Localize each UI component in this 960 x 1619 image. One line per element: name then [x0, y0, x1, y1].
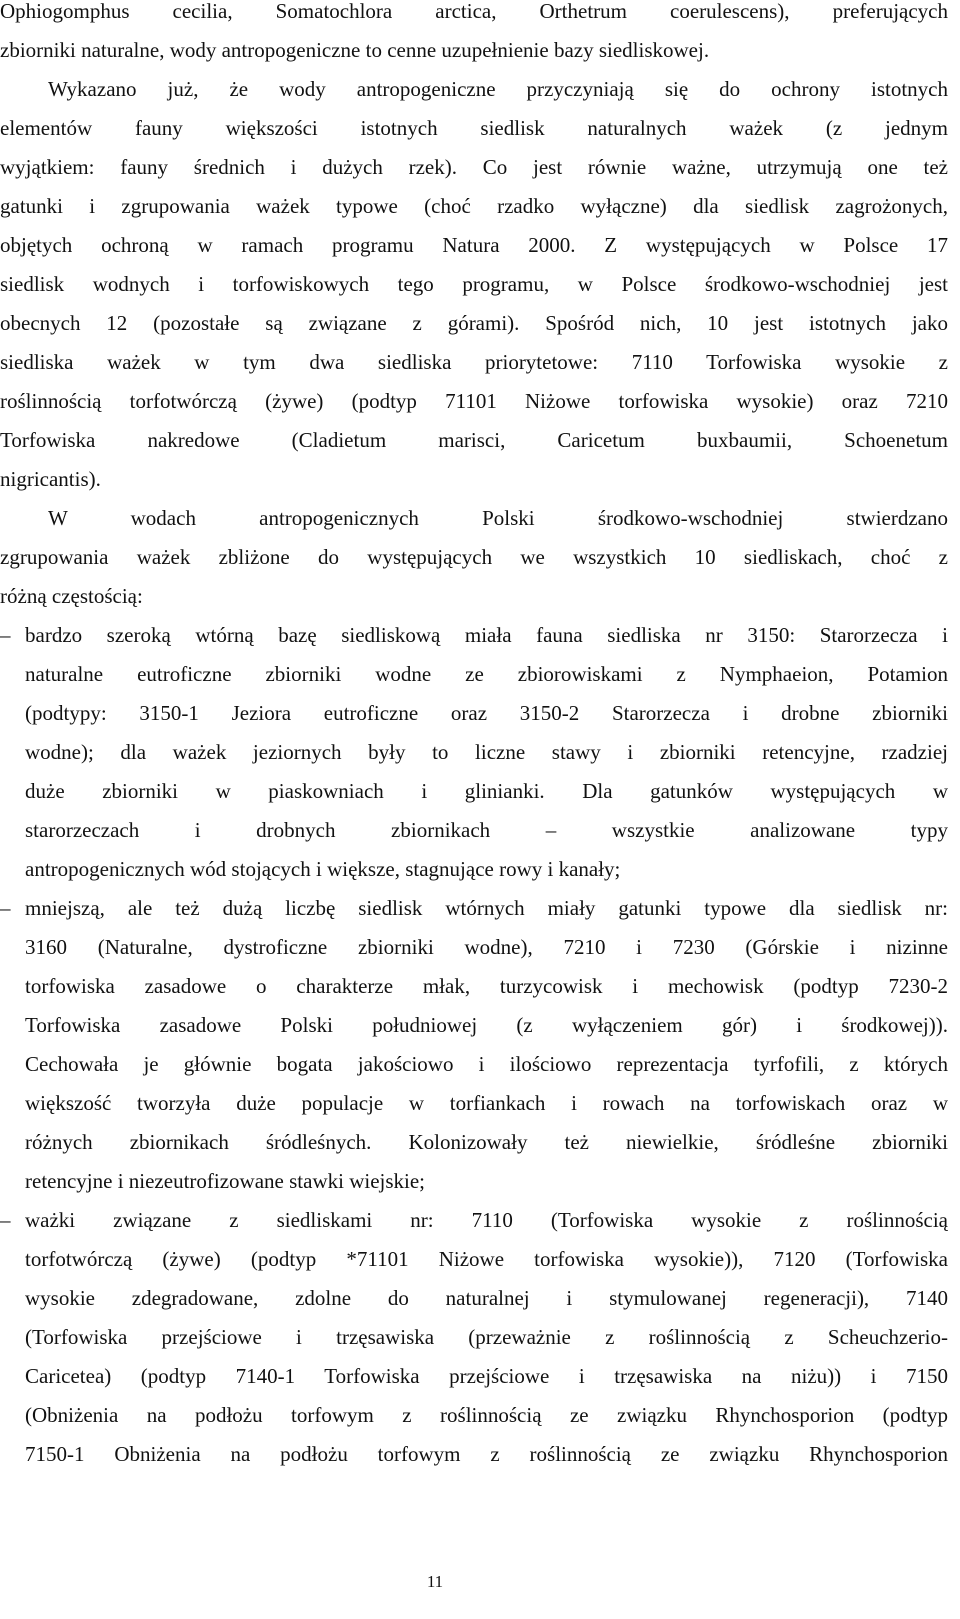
list-item-line: różnych zbiornikach śródleśnych. Kolonizowały też niewielkie, śródleśne zbiorniki	[25, 1130, 948, 1154]
body-text-line: zgrupowania ważek zbliżone do występujących we wszystkich 10 siedliskach, choć z	[0, 545, 948, 569]
list-item-line: (Torfowiska przejściowe i trzęsawiska (przeważnie z roślinnością z Scheuchzerio-	[25, 1325, 948, 1349]
body-text-line: różną częstością:	[0, 584, 143, 608]
body-text-line: siedlisk wodnych i torfowiskowych tego programu, w Polsce środkowo-wschodniej jest	[0, 272, 948, 296]
body-text-line: wyjątkiem: fauny średnich i dużych rzek). Co jest równie ważne, utrzymują one też	[0, 155, 948, 179]
list-item-line: (podtypy: 3150-1 Jeziora eutroficzne oraz 3150-2 Starorzecza i drobne zbiorniki	[25, 701, 948, 725]
list-item-line: wysokie zdegradowane, zdolne do naturalnej i stymulowanej regeneracji), 7140	[25, 1286, 948, 1310]
list-item-line: duże zbiorniki w piaskowniach i glinianki. Dla gatunków występujących w	[25, 779, 948, 803]
body-text-line: gatunki i zgrupowania ważek typowe (choć rzadko wyłączne) dla siedlisk zagrożonych,	[0, 194, 948, 218]
list-item-line: 7150-1 Obniżenia na podłożu torfowym z roślinnością ze związku Rhynchosporion	[25, 1442, 948, 1466]
body-text-line: zbiorniki naturalne, wody antropogeniczne to cenne uzupełnienie bazy siedliskowej.	[0, 38, 710, 62]
body-text-line: objętych ochroną w ramach programu Natura 2000. Z występujących w Polsce 17	[0, 233, 948, 257]
list-item-line: wodne); dla ważek jeziornych były to liczne stawy i zbiorniki retencyjne, rzadziej	[25, 740, 948, 764]
list-item-line: większość tworzyła duże populacje w torfiankach i rowach na torfowiskach oraz w	[25, 1091, 948, 1115]
list-item-line: torfotwórczą (żywe) (podtyp *71101 Niżowe torfowiska wysokie)), 7120 (Torfowiska	[25, 1247, 948, 1271]
body-text-line: obecnych 12 (pozostałe są związane z górami). Spośród nich, 10 jest istotnych jako	[0, 311, 948, 335]
body-text-line: nigricantis).	[0, 467, 101, 491]
list-item-line: starorzeczach i drobnych zbiornikach – wszystkie analizowane typy	[25, 818, 948, 842]
list-item-line: Torfowiska zasadowe Polski południowej (z wyłączeniem gór) i środkowej)).	[25, 1013, 948, 1037]
list-dash-marker: –	[0, 1208, 11, 1232]
list-dash-marker: –	[0, 623, 11, 647]
list-item-line: bardzo szeroką wtórną bazę siedliskową miała fauna siedliska nr 3150: Starorzecza i	[25, 623, 948, 647]
body-text-line: W wodach antropogenicznych Polski środkowo-wschodniej stwierdzano	[48, 506, 948, 530]
list-dash-marker: –	[0, 896, 11, 920]
body-text-line: elementów fauny większości istotnych siedlisk naturalnych ważek (z jednym	[0, 116, 948, 140]
list-item-line: mniejszą, ale też dużą liczbę siedlisk wtórnych miały gatunki typowe dla siedlisk nr:	[25, 896, 948, 920]
body-text-line: siedliska ważek w tym dwa siedliska priorytetowe: 7110 Torfowiska wysokie z	[0, 350, 948, 374]
body-text-line: Wykazano już, że wody antropogeniczne przyczyniają się do ochrony istotnych	[48, 77, 948, 101]
list-item-line: retencyjne i niezeutrofizowane stawki wiejskie;	[25, 1169, 426, 1193]
list-item-line: naturalne eutroficzne zbiorniki wodne ze zbiorowiskami z Nymphaeion, Potamion	[25, 662, 948, 686]
list-item-line: Caricetea) (podtyp 7140-1 Torfowiska przejściowe i trzęsawiska na niżu)) i 7150	[25, 1364, 948, 1388]
list-item-line: ważki związane z siedliskami nr: 7110 (Torfowiska wysokie z roślinnością	[25, 1208, 948, 1232]
body-text-line: roślinnością torfotwórczą (żywe) (podtyp 71101 Niżowe torfowiska wysokie) oraz 7210	[0, 389, 948, 413]
body-text-line: Torfowiska nakredowe (Cladietum marisci, Caricetum buxbaumii, Schoenetum	[0, 428, 948, 452]
list-item-line: torfowiska zasadowe o charakterze młak, turzycowisk i mechowisk (podtyp 7230-2	[25, 974, 948, 998]
list-item-line: antropogenicznych wód stojących i większe, stagnujące rowy i kanały;	[25, 857, 621, 881]
body-text-line: Ophiogomphus cecilia, Somatochlora arctica, Orthetrum coerulescens), preferujących	[0, 0, 948, 23]
list-item-line: Cechowała je głównie bogata jakościowo i ilościowo reprezentacja tyrfofili, z których	[25, 1052, 948, 1076]
list-item-line: 3160 (Naturalne, dystroficzne zbiorniki wodne), 7210 i 7230 (Górskie i nizinne	[25, 935, 948, 959]
page-number: 11	[426, 1572, 444, 1591]
list-item-line: (Obniżenia na podłożu torfowym z roślinnością ze związku Rhynchosporion (podtyp	[25, 1403, 948, 1427]
